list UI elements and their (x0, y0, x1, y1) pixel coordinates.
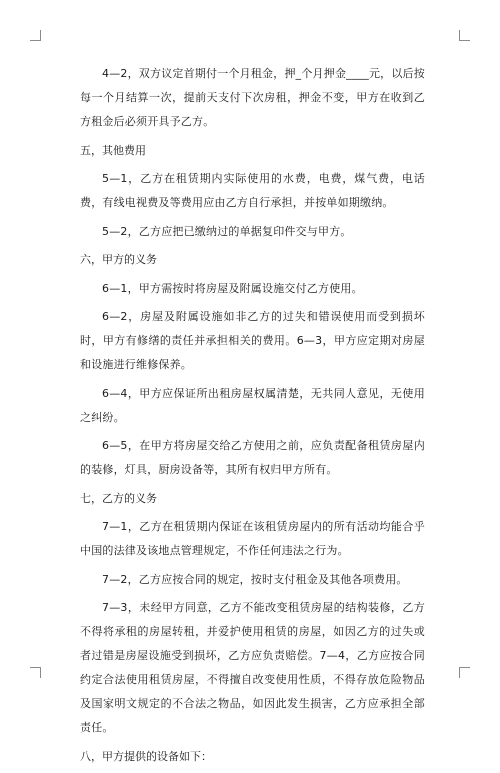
clause-5-1: 5—1，乙方在租赁期内实际使用的水费，电费，煤气费，电话费，有线电视费及等费用应由乙方自行承担，并按单如期缴纳。 (80, 172, 425, 209)
crop-mark-bottom-left (30, 667, 41, 678)
clause-6-2-6-3: 6—2，房屋及附属设施如非乙方的过失和错误使用而受到损坏时，甲方有修缮的责任并承担相关的费用。6—3，甲方应定期对房屋和设施进行维修保养。 (80, 310, 425, 371)
clause-6-4: 6—4，甲方应保证所出租房屋权属清楚，无共同人意见，无使用之纠纷。 (80, 386, 425, 424)
clause-5-2: 5—2，乙方应把已缴纳过的单据复印件交与甲方。 (102, 224, 352, 238)
clause-4-2: 4—2，双方议定首期付一个月租金，押_个月押金____元，以后按每一个月结算一次，提前天支付下次房租，押金不变，甲方在收到乙方租金后必须开具予乙方。 (80, 67, 425, 128)
clause-7-2: 7—2，乙方应按合同的规定，按时支付租金及其他各项费用。 (102, 572, 408, 586)
crop-mark-bottom-right (459, 667, 470, 678)
document-body (80, 62, 425, 773)
clause-6-1: 6—1，甲方需按时将房屋及附属设施交付乙方使用。 (102, 281, 363, 295)
clause-6-5: 6—5，在甲方将房屋交给乙方使用之前，应负责配备租赁房屋内的装修，灯具，厨房设备等，其所有权归甲方所有。 (80, 439, 425, 476)
section-7-heading: 七，乙方的义务 (80, 491, 157, 505)
section-5-heading: 五，其他费用 (80, 143, 146, 157)
clause-7-3-7-4: 7—3，未经甲方同意，乙方不能改变租赁房屋的结构装修，乙方不得将承租的房屋转租，并爱护使用租赁的房屋，如因乙方的过失或者过错是房屋设施受到损坏，乙方应负责赔偿。7—4，乙方应按合同约定合法使用租赁房屋，不得擅自改变使用性质，不得存放危险物品及国家明文规定的不合法之物品，如因此发生损害，乙方应承担全部责任。 (80, 601, 425, 734)
section-8-heading: 八，甲方提供的设备如下： (80, 749, 212, 763)
clause-7-1: 7—1，乙方在租赁期内保证在该租赁房屋内的所有活动均能合乎中国的法律及该地点管理规定，不作任何违法之行为。 (80, 520, 425, 557)
crop-mark-top-right (459, 30, 470, 41)
section-6-heading: 六，甲方的义务 (80, 253, 157, 266)
crop-mark-top-left (30, 30, 41, 41)
